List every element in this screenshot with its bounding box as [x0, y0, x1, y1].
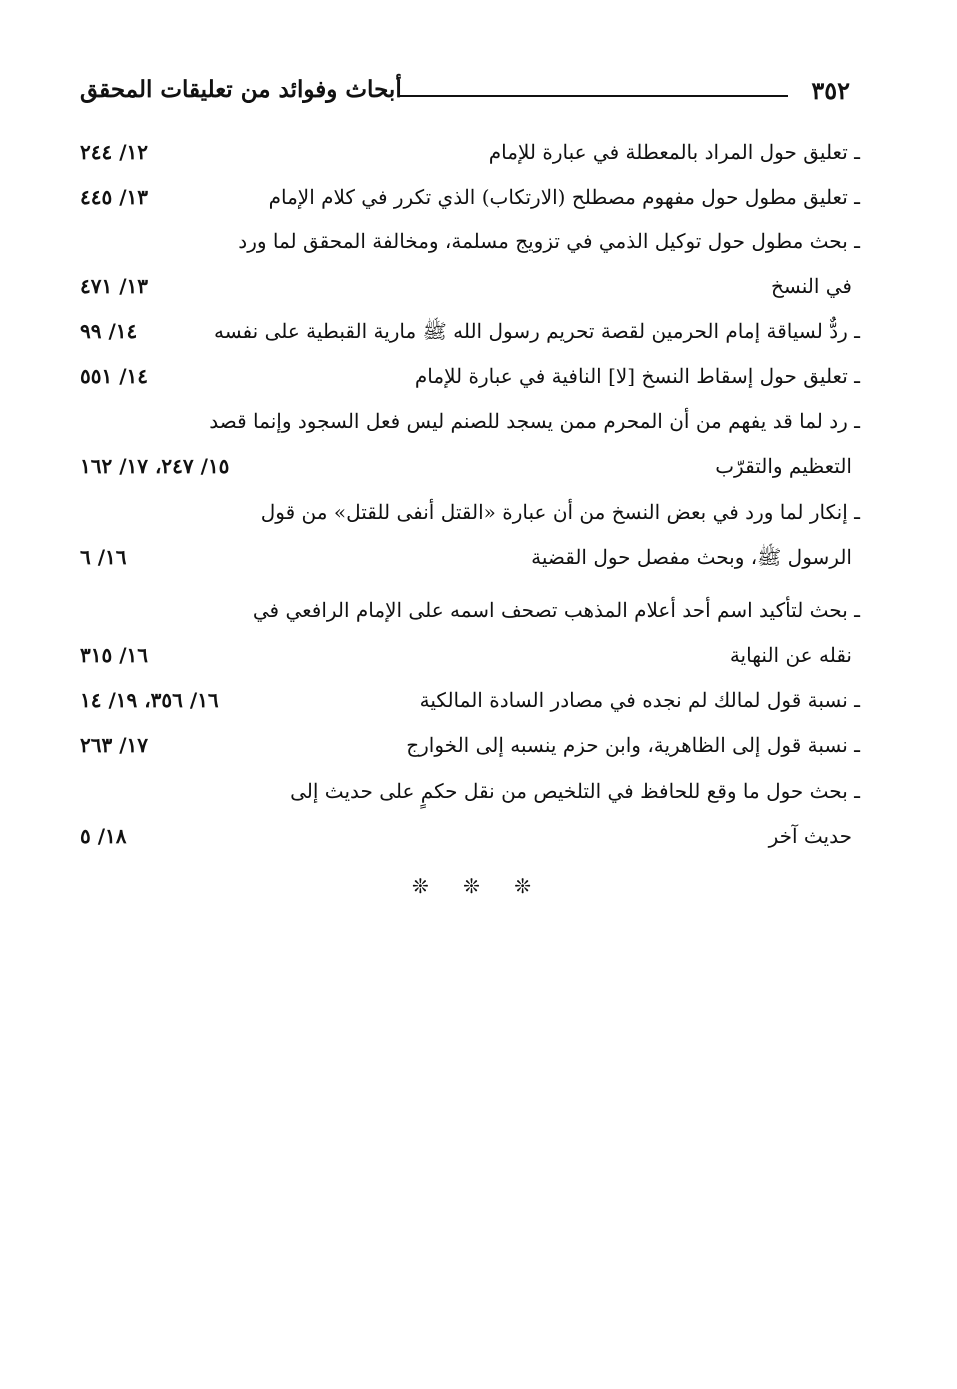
entry-text-continued: نقله عن النهاية — [729, 643, 852, 667]
entry-text: ـ رد لما قد يفهم من أن المحرم ممن يسجد للصنم ليس فعل السجود وإنما قصد — [209, 409, 860, 433]
index-entry-continuation — [80, 270, 860, 310]
index-entry — [80, 360, 860, 400]
index-entry — [80, 775, 860, 815]
entry-text: ـ إنكار لما ورد في بعض النسخ من أن عبارة «القتل أنفى للقتل» من قول — [260, 500, 860, 524]
index-entry — [80, 729, 860, 769]
entry-reference: ١٤/ ٥٥١ — [80, 364, 148, 388]
index-entry — [80, 181, 860, 221]
index-entry — [80, 315, 860, 355]
index-entry-continuation — [80, 639, 860, 679]
entry-text-continued: حديث آخر — [768, 824, 852, 848]
entry-reference: ١٥/ ٢٤٧، ١٧/ ١٦٢ — [80, 454, 230, 478]
entry-text: ـ بحث مطول حول توكيل الذمي في تزويج مسلمة، ومخالفة المحقق لما ورد — [238, 229, 860, 253]
entry-text-continued: في النسخ — [770, 274, 852, 298]
entry-reference: ١٣/ ٤٧١ — [80, 274, 148, 298]
page-header — [80, 74, 860, 114]
index-entry — [80, 136, 860, 176]
entry-reference: ١٣/ ٤٤٥ — [80, 185, 148, 209]
entry-reference: ١٦/ ٦ — [80, 545, 127, 569]
index-entry — [80, 496, 860, 536]
running-title: أبحاث وفوائد من تعليقات المحقق — [80, 76, 402, 103]
entry-reference: ١٧/ ٢٦٣ — [80, 733, 148, 757]
index-entry — [80, 405, 860, 445]
header-rule — [398, 95, 788, 97]
entry-text: ـ تعليق حول المراد بالمعطلة في عبارة للإمام — [488, 140, 860, 164]
index-entry — [80, 225, 860, 265]
index-entry-continuation — [80, 541, 860, 581]
entry-text: ـ تعليق مطول حول مفهوم مصطلح (الارتكاب) الذي تكرر في كلام الإمام — [268, 185, 860, 209]
index-entry-continuation — [80, 450, 860, 490]
entry-text: ـ تعليق حول إسقاط النسخ [لا] النافية في عبارة للإمام — [414, 364, 860, 388]
entry-text: ـ نسبة قول لمالك لم نجده في مصادر السادة المالكية — [419, 688, 860, 712]
index-entry-continuation — [80, 820, 860, 860]
index-entry — [80, 684, 860, 724]
entry-text: ـ بحث حول ما وقع للحافظ في التلخيص من نقل حكمٍ على حديث إلى — [290, 779, 860, 803]
entry-reference: ١٨/ ٥ — [80, 824, 127, 848]
page-number: ٣٥٢ — [811, 76, 850, 105]
entry-text-continued: الرسول ﷺ، وبحث مفصل حول القضية — [531, 545, 852, 569]
entry-text: ـ ردٌّ لسياقة إمام الحرمين لقصة تحريم رسول الله ﷺ مارية القبطية على نفسه — [213, 319, 860, 343]
entry-reference: ١٦/ ٣٥٦، ١٩/ ١٤ — [80, 688, 219, 712]
entry-text: ـ نسبة قول إلى الظاهرية، وابن حزم ينسبه إلى الخوارج — [406, 733, 860, 757]
entry-reference: ١٦/ ٣١٥ — [80, 643, 148, 667]
index-entry — [80, 594, 860, 634]
entry-reference: ١٤/ ٩٩ — [80, 319, 138, 343]
section-end-ornament: ❊ ❊ ❊ — [412, 874, 545, 898]
entry-text: ـ بحث لتأكيد اسم أحد أعلام المذهب تصحف اسمه على الإمام الرافعي في — [252, 598, 860, 622]
entry-text-continued: التعظيم والتقرّب — [715, 454, 852, 478]
entry-reference: ١٢/ ٢٤٤ — [80, 140, 148, 164]
